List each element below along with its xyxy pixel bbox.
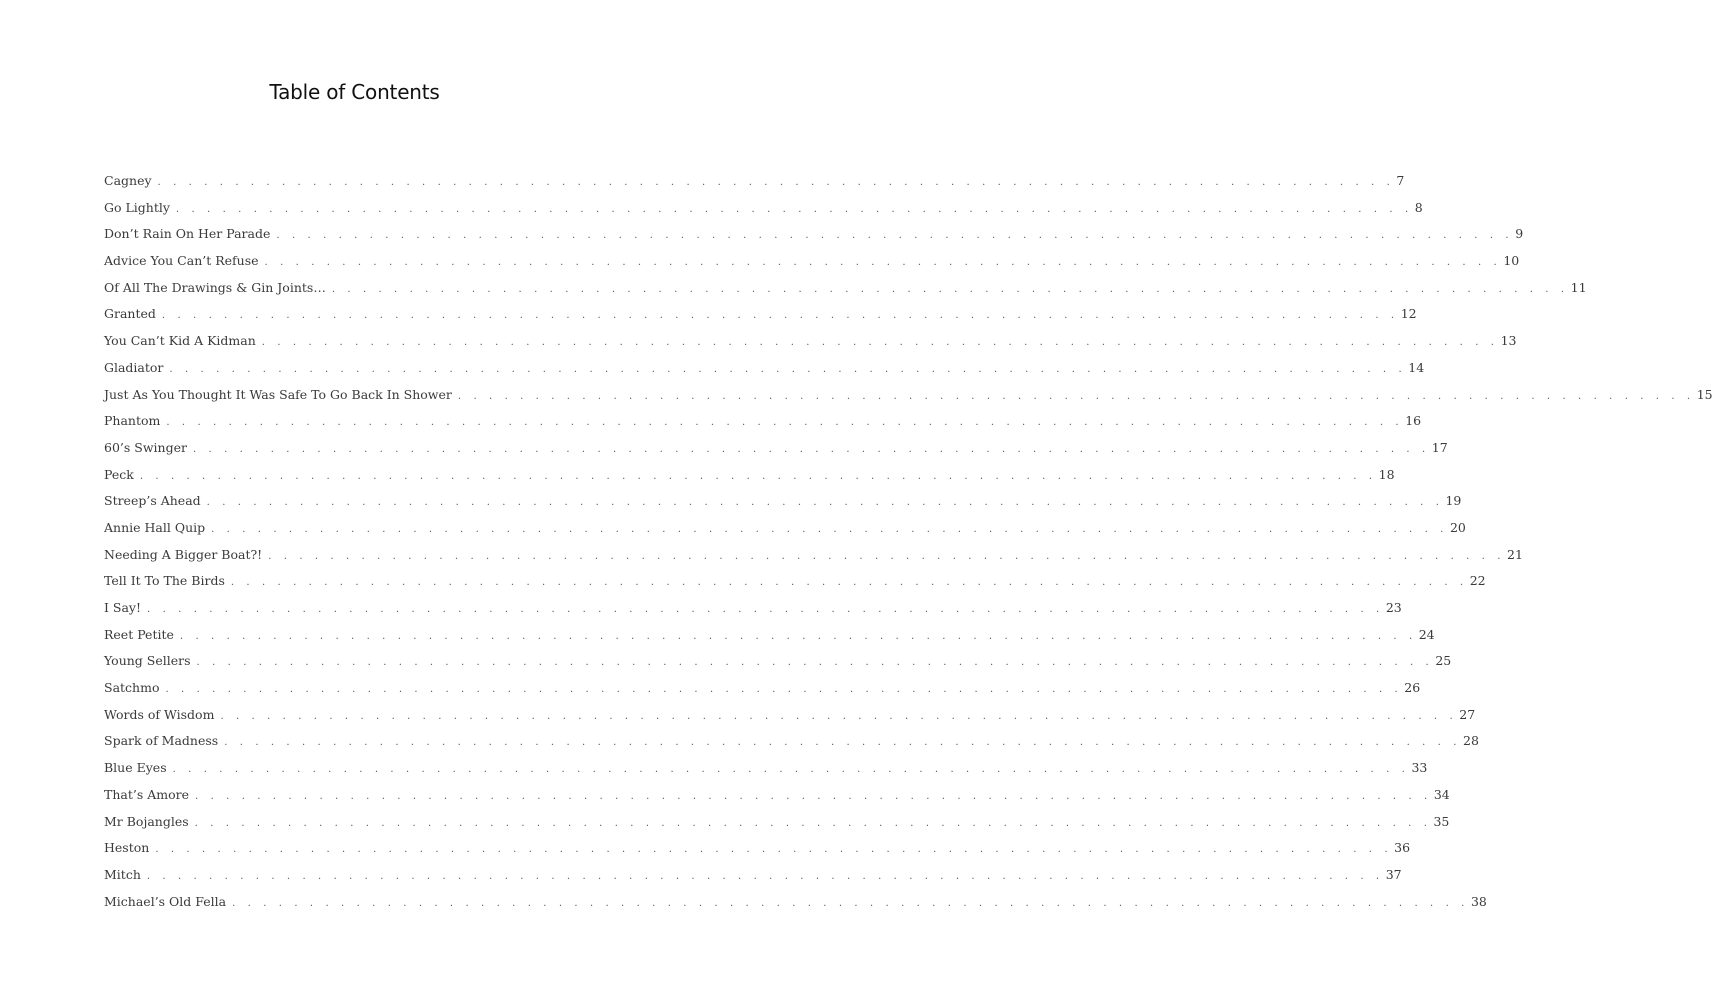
dot-leader: . . . . . . . . . . . . . . . . . . . . . . . . . . . . . . . . . . . . . . . . . . . . . . . . . . . . . . . . . . . . . . . . . . . . . . . . . . . . . . . . xyxy=(224,737,1462,749)
dot-leader: . . . . . . . . . . . . . . . . . . . . . . . . . . . . . . . . . . . . . . . . . . . . . . . . . . . . . . . . . . . . . . . . . . . . . . . . . . . . . . . . xyxy=(169,363,1407,375)
dot-leader: . . . . . . . . . . . . . . . . . . . . . . . . . . . . . . . . . . . . . . . . . . . . . . . . . . . . . . . . . . . . . . . . . . . . . . . . . . . . . . . . xyxy=(261,337,1499,349)
dot-leader: . . . . . . . . . . . . . . . . . . . . . . . . . . . . . . . . . . . . . . . . . . . . . . . . . . . . . . . . . . . . . . . . . . . . . . . . . . . . . . . . xyxy=(457,390,1695,402)
toc-entry-title: Young Sellers xyxy=(104,653,191,669)
toc-entry-title: Gladiator xyxy=(104,359,164,375)
toc-entry[interactable] xyxy=(104,226,1524,253)
dot-leader: . . . . . . . . . . . . . . . . . . . . . . . . . . . . . . . . . . . . . . . . . . . . . . . . . . . . . . . . . . . . . . . . . . . . . . . . . . . . . . . . xyxy=(161,310,1399,322)
toc-entry-page-number: 18 xyxy=(1378,466,1395,482)
toc-entry[interactable] xyxy=(104,493,1462,520)
toc-entry[interactable] xyxy=(104,866,1402,894)
toc-entry-page-number: 28 xyxy=(1463,733,1479,749)
toc-entry-title: Mr Bojangles xyxy=(104,813,189,829)
toc-entry-title: Heston xyxy=(104,840,150,856)
toc-entry[interactable] xyxy=(104,519,1466,547)
toc-entry-page-number: 25 xyxy=(1435,653,1452,669)
toc-entry-page-number: 22 xyxy=(1469,573,1486,589)
toc-entry-page-number: 13 xyxy=(1500,333,1517,349)
toc-entry-title: Advice You Can’t Refuse xyxy=(104,253,259,269)
toc-entry-page-number: 15 xyxy=(1696,386,1713,402)
toc-entry-title: Mitch xyxy=(104,866,141,882)
toc-entry-page-number: 12 xyxy=(1400,306,1417,322)
toc-entry-page-number: 26 xyxy=(1404,680,1421,696)
dot-leader: . . . . . . . . . . . . . . . . . . . . . . . . . . . . . . . . . . . . . . . . . . . . . . . . . . . . . . . . . . . . . . . . . . . . . . . . . . . . . . . . xyxy=(192,443,1430,455)
toc-entry-title: Don’t Rain On Her Parade xyxy=(104,226,271,242)
toc-entry-title: Just As You Thought It Was Safe To Go Back In Shower xyxy=(104,386,452,402)
dot-leader: . . . . . . . . . . . . . . . . . . . . . . . . . . . . . . . . . . . . . . . . . . . . . . . . . . . . . . . . . . . . . . . . . . . . . . . . . . . . . . . . xyxy=(206,497,1444,509)
toc-entry-title: Michael’s Old Fella xyxy=(104,893,227,909)
toc-entry-title: Annie Hall Quip xyxy=(104,519,206,535)
toc-entry[interactable] xyxy=(104,786,1450,814)
toc-entry[interactable] xyxy=(104,600,1402,627)
toc-entry-title: Spark of Madness xyxy=(104,733,219,749)
toc-entry-title: Granted xyxy=(104,306,156,322)
toc-entry-page-number: 37 xyxy=(1385,866,1402,882)
toc-entry-page-number: 9 xyxy=(1515,226,1524,242)
toc-entry-page-number: 19 xyxy=(1445,493,1462,509)
toc-entry[interactable] xyxy=(104,653,1452,680)
toc-entry[interactable] xyxy=(104,306,1417,333)
dot-leader: . . . . . . . . . . . . . . . . . . . . . . . . . . . . . . . . . . . . . . . . . . . . . . . . . . . . . . . . . . . . . . . . . . . . . . . . . . . . . . . . xyxy=(276,230,1514,242)
toc-entry-title: Peck xyxy=(104,466,134,482)
toc-entry-title: Tell It To The Birds xyxy=(104,573,225,589)
toc-entry-title: 60’s Swinger xyxy=(104,439,187,455)
dot-leader: . . . . . . . . . . . . . . . . . . . . . . . . . . . . . . . . . . . . . . . . . . . . . . . . . . . . . . . . . . . . . . . . . . . . . . . . . . . . . . . . xyxy=(220,710,1458,722)
toc-entry[interactable] xyxy=(104,680,1421,707)
toc-entry[interactable] xyxy=(104,626,1435,654)
toc-entry-page-number: 24 xyxy=(1418,626,1435,642)
toc-entry[interactable] xyxy=(104,466,1395,494)
toc-entry-title: Blue Eyes xyxy=(104,760,167,776)
toc-entry[interactable] xyxy=(104,386,1713,414)
dot-leader: . . . . . . . . . . . . . . . . . . . . . . . . . . . . . . . . . . . . . . . . . . . . . . . . . . . . . . . . . . . . . . . . . . . . . . . . . . . . . . . . xyxy=(268,550,1506,562)
toc-entry-page-number: 20 xyxy=(1449,519,1466,535)
toc-entry-title: Reet Petite xyxy=(104,626,174,642)
toc-entry-page-number: 16 xyxy=(1405,413,1422,429)
toc-entry-page-number: 8 xyxy=(1414,199,1423,215)
toc-entry-page-number: 21 xyxy=(1507,546,1523,562)
toc-entry-page-number: 14 xyxy=(1408,359,1425,375)
toc-entry-page-number: 35 xyxy=(1433,813,1450,829)
toc-entry-page-number: 36 xyxy=(1394,840,1411,856)
toc-entry-title: Streep’s Ahead xyxy=(104,493,201,509)
dot-leader: . . . . . . . . . . . . . . . . . . . . . . . . . . . . . . . . . . . . . . . . . . . . . . . . . . . . . . . . . . . . . . . . . . . . . . . . . . . . . . . . xyxy=(139,470,1377,482)
toc-entry-page-number: 17 xyxy=(1431,439,1448,455)
toc-entry[interactable] xyxy=(104,413,1422,440)
toc-entry-title: Of All The Drawings & Gin Joints… xyxy=(104,279,326,295)
toc-entry-title: You Can’t Kid A Kidman xyxy=(104,333,256,349)
toc-entry-page-number: 27 xyxy=(1459,706,1476,722)
toc-entry-page-number: 38 xyxy=(1470,893,1487,909)
toc-entry-page-number: 10 xyxy=(1503,253,1520,269)
toc-entry[interactable] xyxy=(104,840,1411,867)
toc-entry-title: Phantom xyxy=(104,413,161,429)
toc-entry[interactable] xyxy=(104,173,1405,200)
toc-entry[interactable] xyxy=(104,279,1587,307)
toc-entry-title: Cagney xyxy=(104,173,152,188)
dot-leader: . . . . . . . . . . . . . . . . . . . . . . . . . . . . . . . . . . . . . . . . . . . . . . . . . . . . . . . . . . . . . . . . . . . . . . . . . . . . . . . . xyxy=(155,844,1393,856)
dot-leader: . . . . . . . . . . . . . . . . . . . . . . . . . . . . . . . . . . . . . . . . . . . . . . . . . . . . . . . . . . . . . . . . . . . . . . . . . . . . . . . . xyxy=(166,417,1404,429)
toc-entry-page-number: 34 xyxy=(1433,786,1450,802)
toc-entry-title: Go Lightly xyxy=(104,199,170,215)
toc-entry-title: That’s Amore xyxy=(104,786,190,802)
dot-leader: . . . . . . . . . . . . . . . . . . . . . . . . . . . . . . . . . . . . . . . . . . . . . . . . . . . . . . . . . . . . . . . . . . . . . . . . . . . . . . . . xyxy=(194,817,1432,829)
toc-entry[interactable] xyxy=(104,893,1487,921)
toc-entry-title: I Say! xyxy=(104,600,142,615)
dot-leader: . . . . . . . . . . . . . . . . . . . . . . . . . . . . . . . . . . . . . . . . . . . . . . . . . . . . . . . . . . . . . . . . . . . . . . . . . . . . . . . . xyxy=(175,203,1413,215)
toc-entry-page-number: 11 xyxy=(1570,279,1587,295)
toc-entry-page-number: 7 xyxy=(1396,173,1405,188)
toc-entry-title: Words of Wisdom xyxy=(104,706,215,722)
toc-entry[interactable] xyxy=(104,359,1425,387)
toc-entry[interactable] xyxy=(104,546,1523,574)
dot-leader: . . . . . . . . . . . . . . . . . . . . . . . . . . . . . . . . . . . . . . . . . . . . . . . . . . . . . . . . . . . . . . . . . . . . . . . . . . . . . . . . xyxy=(165,684,1403,696)
dot-leader: . . . . . . . . . . . . . . . . . . . . . . . . . . . . . . . . . . . . . . . . . . . . . . . . . . . . . . . . . . . . . . . . . . . . . . . . . . . . . . . . xyxy=(195,790,1432,802)
toc-entry[interactable] xyxy=(104,439,1448,467)
dot-leader: . . . . . . . . . . . . . . . . . . . . . . . . . . . . . . . . . . . . . . . . . . . . . . . . . . . . . . . . . . . . . . . . . . . . . . . . . . . . . . . . xyxy=(172,764,1410,776)
toc-entry[interactable] xyxy=(104,333,1517,360)
dot-leader: . . . . . . . . . . . . . . . . . . . . . . . . . . . . . . . . . . . . . . . . . . . . . . . . . . . . . . . . . . . . . . . . . . . . . . . . . . . . . . . . xyxy=(157,177,1395,188)
dot-leader: . . . . . . . . . . . . . . . . . . . . . . . . . . . . . . . . . . . . . . . . . . . . . . . . . . . . . . . . . . . . . . . . . . . . . . . . . . . . . . . . xyxy=(211,523,1448,535)
toc-entry[interactable] xyxy=(104,199,1423,227)
toc-entry[interactable] xyxy=(104,733,1479,760)
toc-entry[interactable] xyxy=(104,573,1486,600)
dot-leader: . . . . . . . . . . . . . . . . . . . . . . . . . . . . . . . . . . . . . . . . . . . . . . . . . . . . . . . . . . . . . . . . . . . . . . . . . . . . . . . . xyxy=(331,283,1569,295)
toc-entry[interactable] xyxy=(104,253,1520,280)
toc-entry-page-number: 23 xyxy=(1385,600,1402,615)
page-title: Table of Contents xyxy=(269,80,440,104)
toc-entry-title: Satchmo xyxy=(104,680,160,696)
toc-entry-title: Needing A Bigger Boat?! xyxy=(104,546,263,562)
dot-leader: . . . . . . . . . . . . . . . . . . . . . . . . . . . . . . . . . . . . . . . . . . . . . . . . . . . . . . . . . . . . . . . . . . . . . . . . . . . . . . . . xyxy=(232,897,1469,909)
dot-leader: . . . . . . . . . . . . . . . . . . . . . . . . . . . . . . . . . . . . . . . . . . . . . . . . . . . . . . . . . . . . . . . . . . . . . . . . . . . . . . . . xyxy=(179,630,1417,642)
toc-entry[interactable] xyxy=(104,813,1450,841)
toc-entry[interactable] xyxy=(104,760,1428,787)
dot-leader: . . . . . . . . . . . . . . . . . . . . . . . . . . . . . . . . . . . . . . . . . . . . . . . . . . . . . . . . . . . . . . . . . . . . . . . . . . . . . . . . xyxy=(230,577,1468,589)
toc-entry-page-number: 33 xyxy=(1411,760,1428,776)
toc-list xyxy=(104,173,1713,920)
dot-leader: . . . . . . . . . . . . . . . . . . . . . . . . . . . . . . . . . . . . . . . . . . . . . . . . . . . . . . . . . . . . . . . . . . . . . . . . . . . . . . . . xyxy=(146,870,1384,882)
dot-leader: . . . . . . . . . . . . . . . . . . . . . . . . . . . . . . . . . . . . . . . . . . . . . . . . . . . . . . . . . . . . . . . . . . . . . . . . . . . . . . . . xyxy=(196,657,1434,669)
dot-leader: . . . . . . . . . . . . . . . . . . . . . . . . . . . . . . . . . . . . . . . . . . . . . . . . . . . . . . . . . . . . . . . . . . . . . . . . . . . . . . . . xyxy=(147,604,1384,615)
toc-entry[interactable] xyxy=(104,706,1476,734)
dot-leader: . . . . . . . . . . . . . . . . . . . . . . . . . . . . . . . . . . . . . . . . . . . . . . . . . . . . . . . . . . . . . . . . . . . . . . . . . . . . . . . . xyxy=(264,257,1502,269)
